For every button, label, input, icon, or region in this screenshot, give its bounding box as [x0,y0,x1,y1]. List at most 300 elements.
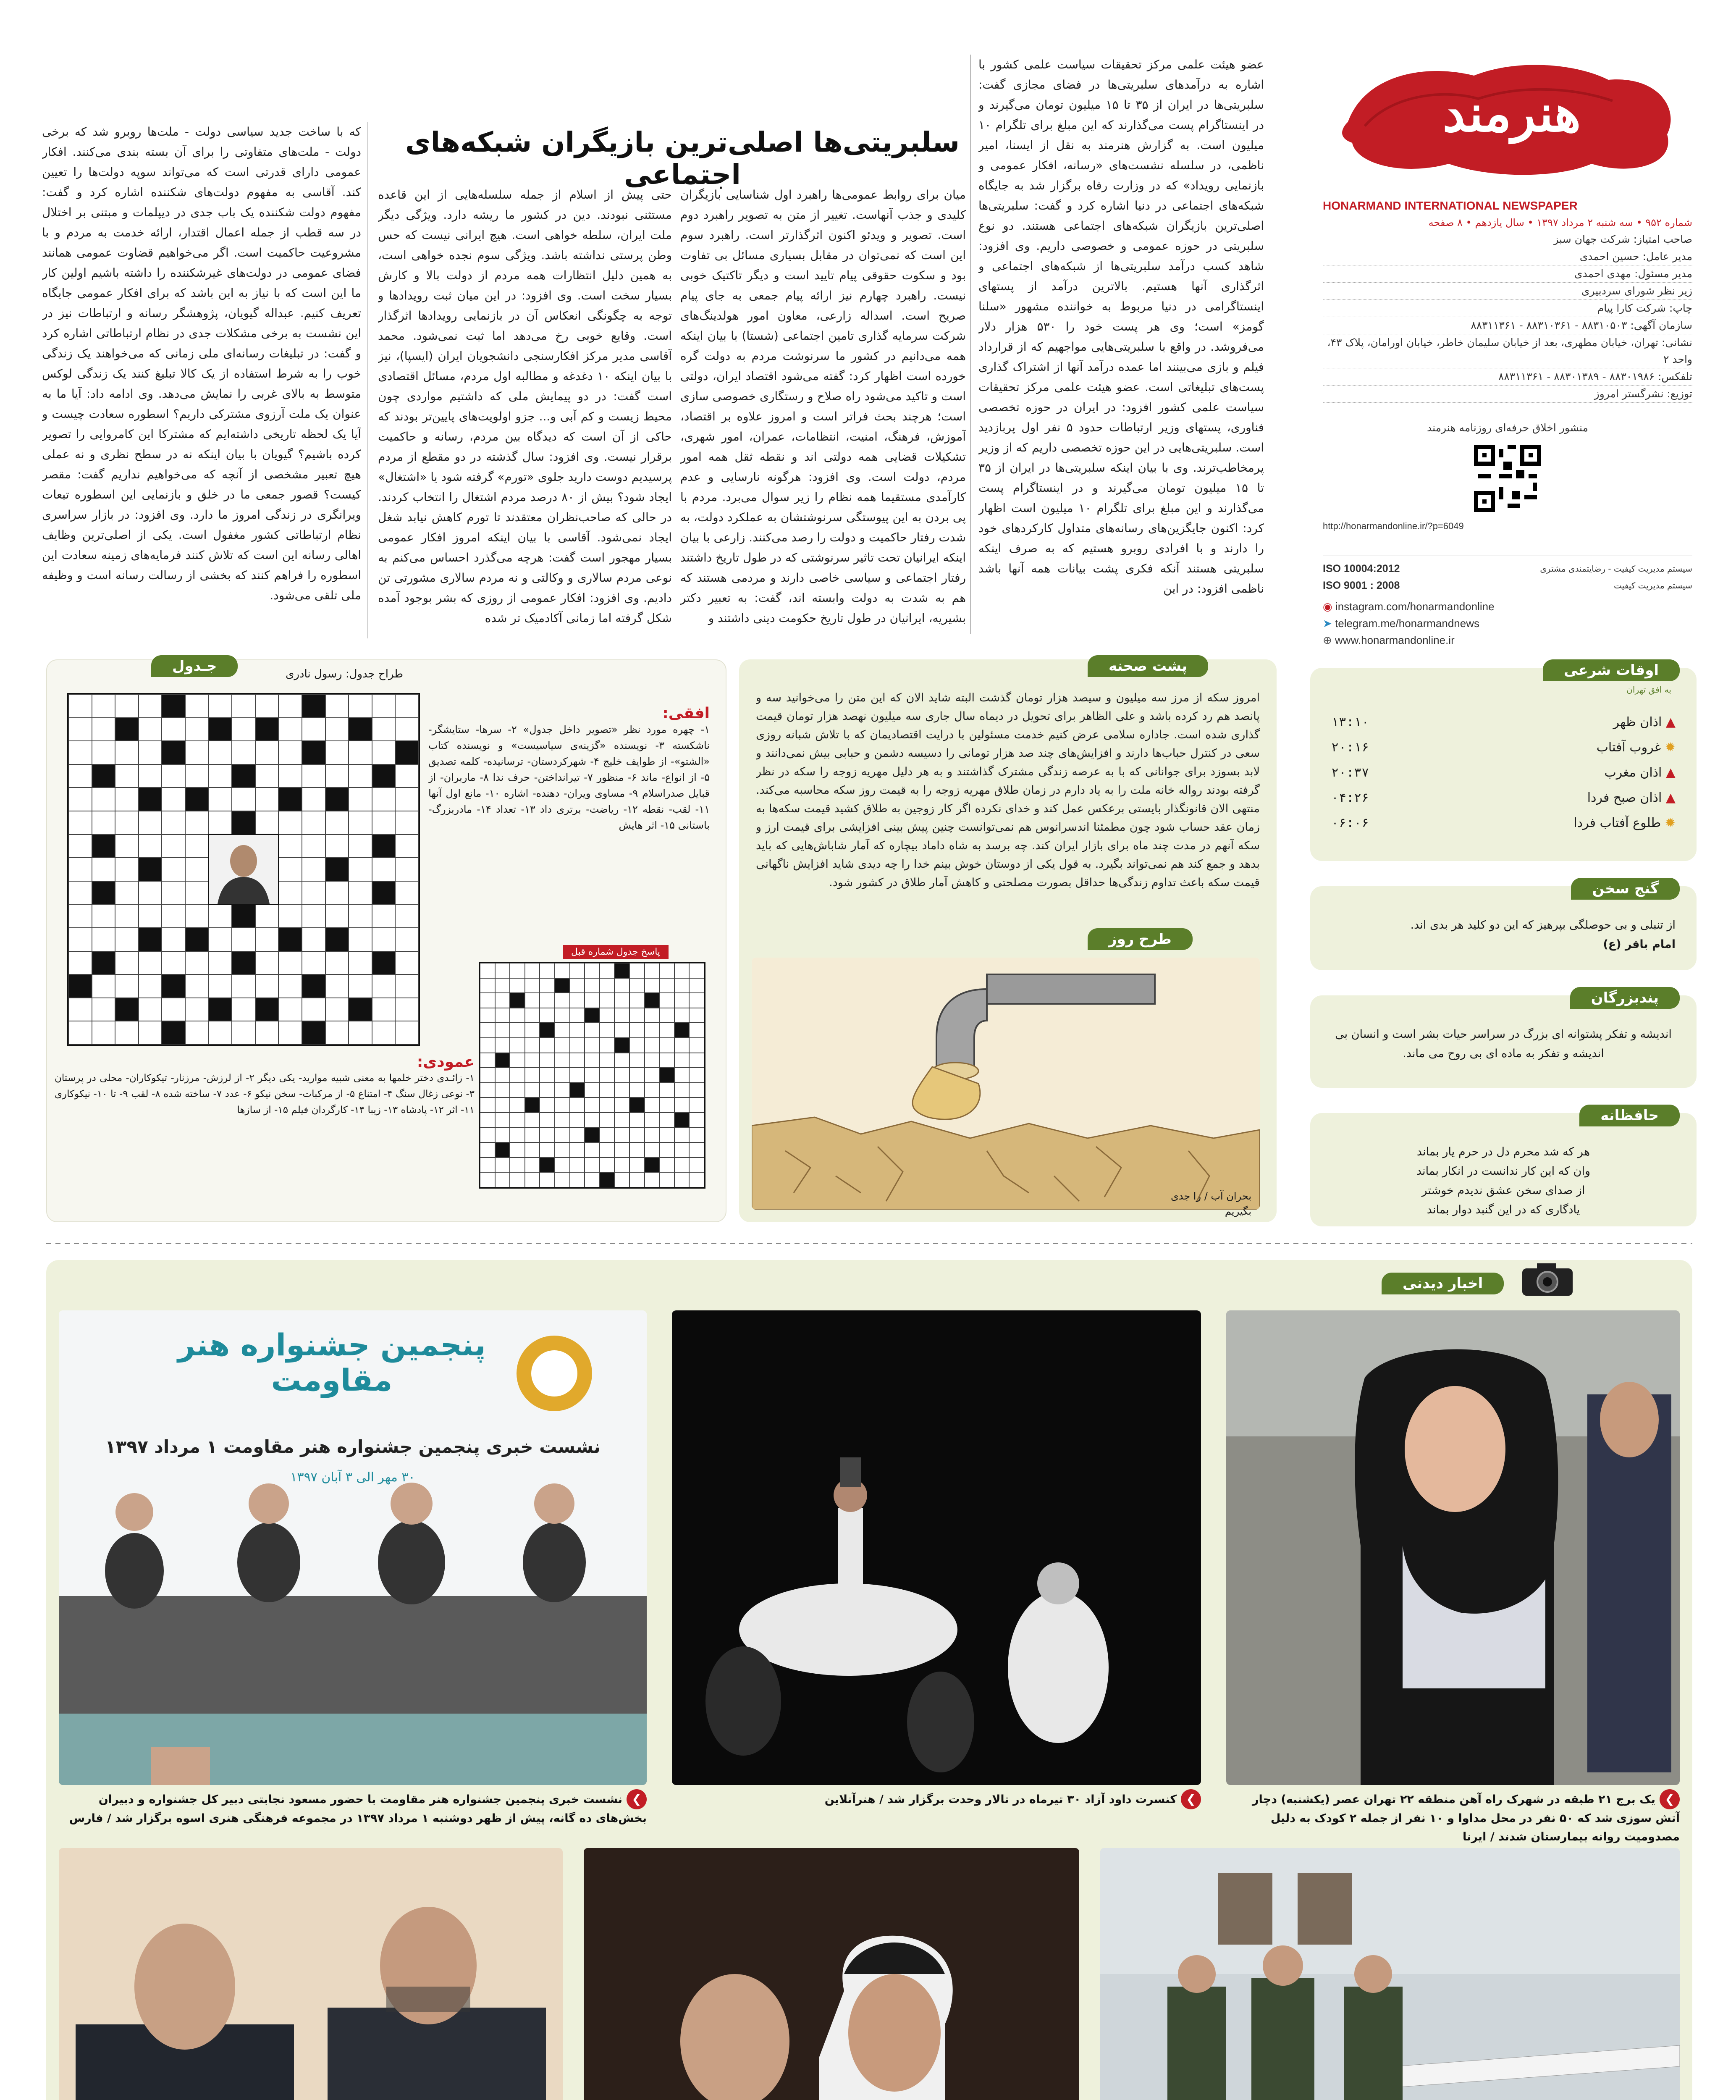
crossword-cell[interactable] [162,881,185,905]
crossword-cell[interactable] [92,974,115,998]
crossword-cell[interactable] [115,694,139,718]
answer-cell [585,1158,600,1173]
crossword-cell[interactable] [68,1021,92,1045]
answer-cell [570,1068,585,1083]
crossword-cell[interactable] [349,788,372,811]
crossword-cell[interactable] [302,718,325,741]
prayer-times-box [1310,662,1697,861]
answer-cell [540,1008,555,1023]
crossword-cell[interactable] [302,928,325,951]
answer-cell [659,993,674,1008]
crossword-cell[interactable] [278,1021,302,1045]
crossword-cell[interactable] [372,835,396,858]
crossword-cell[interactable] [115,764,139,788]
crossword-cell[interactable] [349,718,372,741]
crossword-cell[interactable] [395,881,419,905]
answer-cell [525,993,540,1008]
answer-cell [540,1172,555,1187]
crossword-cell[interactable] [92,951,115,975]
crossword-cell[interactable] [139,764,162,788]
answer-cell [614,1068,629,1083]
answer-cell [570,1158,585,1173]
crossword-cell[interactable] [372,998,396,1021]
answer-cell [525,1128,540,1143]
answer-cell [540,963,555,978]
crossword-cell[interactable] [302,811,325,835]
crossword-cell[interactable] [395,974,419,998]
crossword-cell[interactable] [325,998,349,1021]
article-col-3: حتی پیش از اسلام از جمله سلسله‌هایی از این قاعده مستثنی نبودند. دین در کشور ما ریشه دارد. ویژگی دیگر ملت ایران، سلطه خواهی است. هیچ ایرانی نیست که حس وطن پرستی نداشته باشد. ویژگی سوم نجده خواهی است، به همین دلیل انتظارات همه مردم از دولت بالا و کارش بسیار سخت است. وی افزود: در این میان ثبت رویدادها و توجه به چگونگی انعکاس آن در بازنمایی رویدادها اثرگذار است. وقایع خوبی رخ می‌دهد اما ثبت نمی‌شود. محمد آقاسی مدیر مرکز افکارسنجی دانشجویان ایران (ایسپا)، نیز با بیان اینکه ۱۰ دغدغه و مطالبه اول مردم، مسائل اقتصادی است گفت: در دو پیمایش ملی که داشتیم مواردی چون محیط زیست و کم آبی و... جزو اولویت‌های پایین‌تر بودند که حاکی از آن است که دیدگاه بین مردم، رسانه و حاکمیت برقرار نیست. وی افزود: سال گذشته در دو مقطع از مردم پرسیدیم دوست دارید جلوی «تورم» گرفته شود یا «اشتغال» ایجاد شود؟ بیش از ۸۰ درصد مردم اشتغال را انتخاب کردند. در حالی که صاحب‌نظران معتقدند تا تورم کاهش نیابد شغل ایجاد نمی‌شود. آقاسی با بیان اینکه امروز افکار عمومی بسیار مهجور است گفت: هرچه می‌گذرد احساس می‌کنم به نوعی مردم سالاری و وکالتی و نه مردم سالاری مشورتی تن دادیم. وی افزود: افکار عمومی از روزی که بشر بوجود آمده شکل گرفته اما زمانی آکادمیک تر شده [378,188,672,625]
crossword-cell[interactable] [278,951,302,975]
crossword-cell[interactable] [139,835,162,858]
charter-url[interactable]: http://honarmandonline.ir/?p=6049 [1323,521,1464,531]
crossword-cell[interactable] [115,788,139,811]
crossword-cell[interactable] [372,904,396,928]
crossword-cell[interactable] [349,998,372,1021]
telegram-link[interactable]: ➤ telegram.me/honarmandnews [1323,617,1479,630]
crossword-cell[interactable] [115,835,139,858]
crossword-cell[interactable] [395,998,419,1021]
crossword-cell[interactable] [349,835,372,858]
answer-cell [525,1053,540,1068]
crossword-cell[interactable] [278,811,302,835]
crossword-cell[interactable] [209,951,232,975]
crossword-cell[interactable] [372,741,396,764]
crossword-cell[interactable] [162,974,185,998]
top-divider [46,1243,1692,1244]
crossword-cell[interactable] [372,1021,396,1045]
crossword-cell[interactable] [139,904,162,928]
answer-cell [645,1128,660,1143]
answer-cell [659,1068,674,1083]
crossword-cell[interactable] [255,764,279,788]
qr-code-icon[interactable] [1474,445,1541,512]
social-links [1323,598,1692,648]
crossword-cell[interactable] [209,694,232,718]
crossword-cell[interactable] [68,974,92,998]
crossword-cell[interactable] [68,718,92,741]
crossword-cell[interactable] [372,694,396,718]
crossword-cell[interactable] [255,928,279,951]
masthead-row-2: مدیر عامل: حسین احمدی [1323,248,1692,265]
crossword-cell[interactable] [395,741,419,764]
crossword-cell[interactable] [278,928,302,951]
article-col-1: عضو هیئت علمی مرکز تحقیقات سیاست علمی کشور با اشاره به درآمدهای سلبریتی‌ها در فضای مجازی گفت: سلبریتی‌ها در ایران از ۳۵ تا ۱۵ میلیون تومان می‌گیرند و در اینستاگرام پست می‌گذارند که این مبلغ برای تلگرام ۱۰ میلیون است. به گزارش هنرمند به نقل از ایسنا، امیر ناظمی، در سلسله نشست‌های «رسانه، افکار عمومی و بازنمایی رویداد» که در وزارت رفاه برگزار شد به جایگاه شبکه‌های اجتماعی در دنیا اشاره کرد و گفت: سلبریتی‌ها اصلی‌ترین بازیگران شبکه‌های اجتماعی هستند. دو نوع سلبریتی در حوزه عمومی و خصوصی داریم. وی افزود: شاهد کسب درآمد سلبریتی‌ها از شبکه‌های اجتماعی و اثرگذاری آنها هستیم. بالاترین درآمد از پستهای اینستاگرامی در دنیا مربوط به خواننده مشهور «سلنا گومز» است؛ وی هر پست خود را ۵۳۰ هزار دلار می‌فروشد. در واقع با سلبریتی‌هایی مواجهیم که از قرارداد فیلم و بازی می‌بینند اما عمده درآمد آنها از اشتراک گذاری پست‌های تبلیغاتی است. عضو هیئت علمی مرکز تحقیقات سیاست علمی کشور افزود: در ایران در حوزه تخصصی فناوری، پستهای وزیر ارتباطات حدود ۵ نفر اول پربازدید است. سلبریتی‌هایی در این حوزه تخصصی داریم که از وزیر پرمخاطب‌ترند. وی با بیان اینکه سلبریتی‌ها در ایران از ۳۵ تا ۱۵ میلیون تومان می‌گیرند و در اینستاگرام پست می‌گذارند و این مبلغ برای تلگرام ۱۰ میلیون است اظهار کرد: اکنون جایگزین‌های رسانه‌های متداول کارکردهای خود را دارند و با افرادی روبرو هستیم که به صرف اینکه سلبریتی هستند آنکه فکری پشت بیانات همه آنها باشد ناظمی افزود: در این [978,58,1264,596]
answer-cell [480,1113,495,1128]
answer-cell [555,1023,570,1038]
answer-cell [555,1068,570,1083]
crossword-cell[interactable] [139,858,162,881]
crossword-cell[interactable] [395,858,419,881]
crossword-cell[interactable] [349,881,372,905]
crossword-cell[interactable] [115,974,139,998]
crossword-cell[interactable] [302,764,325,788]
verse-line: هر که شد محرم دل در حرم یار بماند [1416,1145,1590,1158]
crossword-cell[interactable] [162,788,185,811]
crossword-cell[interactable] [185,858,209,881]
answer-cell [600,1083,615,1098]
crossword-cell[interactable] [325,881,349,905]
answer-cell [540,1142,555,1158]
crossword-cell[interactable] [372,974,396,998]
crossword-cell[interactable] [162,998,185,1021]
answer-cell [555,1083,570,1098]
crossword-cell[interactable] [92,1021,115,1045]
crossword-cell[interactable] [302,904,325,928]
prayer-row: ▲ اذان ظهر ۱۳:۱۰ [1331,715,1676,730]
crossword-cell[interactable] [139,998,162,1021]
crossword-cell[interactable] [92,928,115,951]
crossword-cell[interactable] [92,835,115,858]
crossword-cell[interactable] [302,694,325,718]
crossword-cell[interactable] [232,694,255,718]
crossword-cell[interactable] [92,788,115,811]
poster-title: پنجمین جشنواره هنر مقاومت [178,1327,486,1398]
crossword-cell[interactable] [255,718,279,741]
crossword-cell[interactable] [372,858,396,881]
answer-cell [629,1158,645,1173]
website-link[interactable]: ⊕ www.honarmandonline.ir [1323,634,1455,646]
answer-cell [585,1142,600,1158]
answer-cell [689,1097,704,1113]
crossword-cell[interactable] [92,904,115,928]
across-title: افقی: [662,705,710,722]
crossword-cell[interactable] [255,1021,279,1045]
crossword-cell[interactable] [349,904,372,928]
crossword-cell[interactable] [372,788,396,811]
crossword-cell[interactable] [209,904,232,928]
answer-cell [629,1068,645,1083]
crossword-cell[interactable] [162,764,185,788]
crossword-cell[interactable] [68,881,92,905]
crossword-cell[interactable] [185,974,209,998]
crossword-cell[interactable] [185,788,209,811]
answer-cell [645,1053,660,1068]
crossword-cell[interactable] [68,764,92,788]
answer-cell [570,1053,585,1068]
crossword-cell[interactable] [68,694,92,718]
crossword-cell[interactable] [395,1021,419,1045]
crossword-cell[interactable] [162,951,185,975]
crossword-title: جـدول [151,655,238,677]
crossword-cell[interactable] [278,998,302,1021]
crossword-cell[interactable] [372,811,396,835]
crossword-cell[interactable] [139,928,162,951]
crossword-cell[interactable] [302,998,325,1021]
mosque-icon: ▲ [1662,790,1676,805]
crossword-cell[interactable] [255,788,279,811]
crossword-cell[interactable] [232,974,255,998]
answer-cell [674,978,690,993]
crossword-cell[interactable] [162,835,185,858]
across-clues [428,706,710,957]
crossword-cell[interactable] [162,928,185,951]
crossword-cell[interactable] [395,951,419,975]
crossword-cell[interactable] [162,694,185,718]
crossword-cell[interactable] [278,718,302,741]
crossword-cell[interactable] [302,858,325,881]
answer-cell [585,1097,600,1113]
crossword-cell[interactable] [185,998,209,1021]
crossword-cell[interactable] [325,788,349,811]
crossword-cell[interactable] [325,718,349,741]
answer-cell [480,1008,495,1023]
crossword-cell[interactable] [278,858,302,881]
crossword-cell[interactable] [115,928,139,951]
back-page-title: پشت صحنه [1088,655,1208,677]
photo-economy-meeting [59,1848,563,2100]
crossword-cell[interactable] [92,858,115,881]
crossword-cell[interactable] [349,694,372,718]
crossword-cell[interactable] [209,764,232,788]
crossword-cell[interactable] [68,835,92,858]
crossword-cell[interactable] [209,1021,232,1045]
crossword-cell[interactable] [232,1021,255,1045]
crossword-cell[interactable] [325,811,349,835]
crossword-cell[interactable] [115,881,139,905]
crossword-cell[interactable] [162,741,185,764]
crossword-cell[interactable] [115,951,139,975]
answer-cell [480,1158,495,1173]
crossword-cell[interactable] [255,904,279,928]
instagram-link[interactable]: ◉ instagram.com/honarmandonline [1323,600,1495,613]
crossword-cell[interactable] [68,904,92,928]
answer-cell [540,1128,555,1143]
crossword-cell[interactable] [325,951,349,975]
crossword-cell[interactable] [68,811,92,835]
crossword-cell[interactable] [185,694,209,718]
answer-cell [645,1158,660,1173]
crossword-cell[interactable] [139,694,162,718]
crossword-cell[interactable] [185,811,209,835]
crossword-cell[interactable] [232,788,255,811]
answer-cell [480,1068,495,1083]
crossword-cell[interactable] [162,811,185,835]
crossword-cell[interactable] [92,718,115,741]
camera-icon [1520,1260,1575,1298]
crossword-cell[interactable] [349,951,372,975]
crossword-cell[interactable] [395,694,419,718]
answer-cell [540,1097,555,1113]
crossword-cell[interactable] [255,811,279,835]
crossword-cell[interactable] [232,928,255,951]
crossword-cell[interactable] [209,718,232,741]
crossword-cell[interactable] [395,788,419,811]
answer-cell [570,1172,585,1187]
masthead-row-6: سازمان آگهی: ۸۸۳۱۰۵۰۳ - ۸۸۳۱۰۳۶۱ - ۸۸۳۱۱۳۶۱ [1323,317,1692,334]
crossword-cell[interactable] [68,741,92,764]
crossword-cell[interactable] [325,1021,349,1045]
crossword-cell[interactable] [162,858,185,881]
crossword-cell[interactable] [92,741,115,764]
answer-cell [659,1008,674,1023]
crossword-cell[interactable] [115,1021,139,1045]
crossword-cell[interactable] [372,764,396,788]
crossword-cell[interactable] [372,928,396,951]
crossword-cell[interactable] [325,835,349,858]
crossword-cell[interactable] [185,928,209,951]
crossword-cell[interactable] [115,904,139,928]
crossword-cell[interactable] [349,974,372,998]
crossword-cell[interactable] [232,904,255,928]
crossword-cell[interactable] [325,694,349,718]
answer-cell [510,963,525,978]
crossword-cell[interactable] [162,904,185,928]
crossword-cell[interactable] [349,741,372,764]
answer-cell [645,993,660,1008]
crossword-cell[interactable] [349,858,372,881]
crossword-cell[interactable] [209,974,232,998]
answer-cell [570,1023,585,1038]
crossword-cell[interactable] [395,835,419,858]
crossword-cell[interactable] [278,835,302,858]
crossword-cell[interactable] [209,998,232,1021]
crossword-cell[interactable] [372,881,396,905]
crossword-cell[interactable] [185,881,209,905]
crossword-cell[interactable] [325,974,349,998]
answer-cell [629,1023,645,1038]
crossword-cell[interactable] [278,694,302,718]
crossword-cell[interactable] [255,974,279,998]
crossword-cell[interactable] [349,811,372,835]
crossword-cell[interactable] [302,974,325,998]
crossword-cell[interactable] [115,858,139,881]
crossword-cell[interactable] [278,974,302,998]
answer-cell [495,1172,510,1187]
crossword-cell[interactable] [395,718,419,741]
answer-cell [645,963,660,978]
crossword-cell[interactable] [185,741,209,764]
answer-cell [689,1023,704,1038]
crossword-cell[interactable] [349,928,372,951]
answer-cell [525,1083,540,1098]
crossword-cell[interactable] [115,998,139,1021]
answer-cell [659,963,674,978]
crossword-cell[interactable] [232,811,255,835]
crossword-cell[interactable] [92,881,115,905]
crossword-cell[interactable] [395,764,419,788]
answer-cell [570,1083,585,1098]
crossword-cell[interactable] [372,718,396,741]
crossword-cell[interactable] [139,951,162,975]
crossword-cell[interactable] [232,741,255,764]
crossword-cell[interactable] [68,951,92,975]
crossword-cell[interactable] [185,764,209,788]
crossword-cell[interactable] [92,764,115,788]
answer-cell [510,1113,525,1128]
crossword-cell[interactable] [349,764,372,788]
answer-cell [510,1128,525,1143]
answer-cell [585,1172,600,1187]
cartoon-caption: بحران آب / را جدی بگیریم [1170,1190,1251,1217]
answer-cell [570,1097,585,1113]
crossword-cell[interactable] [278,741,302,764]
crossword-cell[interactable] [232,718,255,741]
answer-cell [555,1008,570,1023]
crossword-cell[interactable] [115,811,139,835]
crossword-cell[interactable] [115,718,139,741]
crossword-cell[interactable] [185,904,209,928]
crossword-cell[interactable] [349,1021,372,1045]
answer-cell [645,1172,660,1187]
answer-cell [585,1023,600,1038]
crossword-cell[interactable] [92,694,115,718]
crossword-cell[interactable] [185,835,209,858]
crossword-cell[interactable] [232,998,255,1021]
crossword-cell[interactable] [139,974,162,998]
crossword-cell[interactable] [139,881,162,905]
crossword-cell[interactable] [162,1021,185,1045]
crossword-cell[interactable] [325,741,349,764]
crossword-cell[interactable] [302,788,325,811]
crossword-cell[interactable] [278,904,302,928]
crossword-cell[interactable] [209,811,232,835]
iso-2-label: سیستم مدیریت کیفیت [1613,580,1692,591]
crossword-cell[interactable] [185,718,209,741]
crossword-cell[interactable] [68,998,92,1021]
masthead-info [1323,197,1692,648]
crossword-cell[interactable] [232,951,255,975]
crossword-cell[interactable] [372,951,396,975]
crossword-cell[interactable] [255,998,279,1021]
crossword-cell[interactable] [68,928,92,951]
telegram-icon: ➤ [1323,617,1335,630]
crossword-cell[interactable] [255,951,279,975]
crossword-cell[interactable] [325,904,349,928]
crossword-cell[interactable] [139,741,162,764]
crossword-cell[interactable] [68,858,92,881]
crossword-cell[interactable] [185,951,209,975]
crossword-cell[interactable] [255,694,279,718]
crossword-cell[interactable] [395,928,419,951]
crossword-cell[interactable] [395,811,419,835]
photo-caption-1: ❯یک برج ۲۱ طبقه در شهرک راه آهن منطقه ۲۲ تهران عصر (یکشنبه) دچار آتش سوزی شد که ۵۰ نفر در محل مداوا و ۱۰ نفر از جمله ۲ کودک به دلیل مصدومیت روانه بیمارستان شدند / ایرنا [1226,1789,1680,1846]
crossword-cell[interactable] [302,1021,325,1045]
crossword-cell[interactable] [139,718,162,741]
answer-cell [600,1128,615,1143]
crossword-cell[interactable] [139,1021,162,1045]
crossword-cell[interactable] [139,788,162,811]
answer-cell [645,1023,660,1038]
crossword-cell[interactable] [92,811,115,835]
crossword-cell[interactable] [185,1021,209,1045]
crossword-cell[interactable] [209,928,232,951]
crossword-cell[interactable] [395,904,419,928]
answer-cell [480,978,495,993]
crossword-cell[interactable] [325,764,349,788]
crossword-cell[interactable] [232,764,255,788]
crossword-cell[interactable] [278,788,302,811]
crossword-cell[interactable] [92,998,115,1021]
crossword-cell[interactable] [325,928,349,951]
answer-cell [629,993,645,1008]
crossword-cell[interactable] [278,881,302,905]
crossword-cell[interactable] [209,741,232,764]
crossword-cell[interactable] [255,741,279,764]
crossword-cell[interactable] [302,741,325,764]
crossword-cell[interactable] [325,858,349,881]
crossword-cell[interactable] [209,788,232,811]
answer-cell [600,1038,615,1053]
crossword-cell[interactable] [302,951,325,975]
crossword-cell[interactable] [68,788,92,811]
crossword-cell[interactable] [115,741,139,764]
crossword-cell[interactable] [162,718,185,741]
crossword-cell[interactable] [302,835,325,858]
crossword-cell[interactable] [302,881,325,905]
crossword-cell[interactable] [278,764,302,788]
crossword-cell[interactable] [139,811,162,835]
